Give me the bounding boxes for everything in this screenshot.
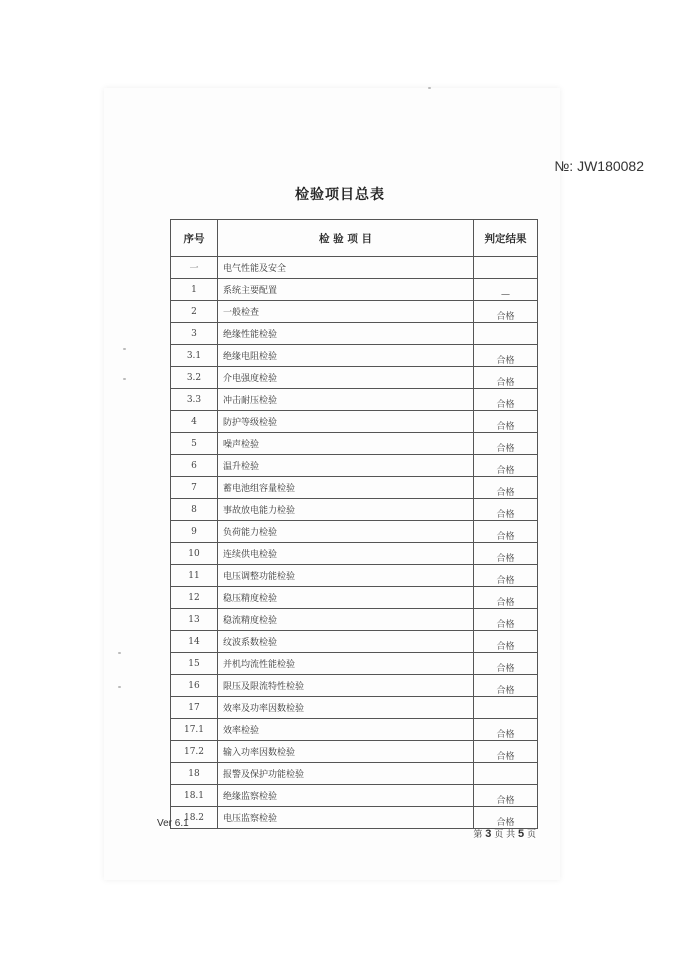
cell-no: 7: [171, 477, 218, 499]
page-total: 5: [517, 828, 525, 840]
cell-no: 3: [171, 323, 218, 345]
page-indicator: [473, 827, 536, 840]
table-header-row: [171, 220, 538, 257]
table-row: [171, 697, 538, 719]
cell-result: 合格: [474, 807, 538, 829]
table-row: [171, 719, 538, 741]
cell-item: 限压及限流特性检验: [218, 675, 474, 697]
inspection-items-table: [170, 219, 538, 829]
cell-result: [474, 697, 538, 719]
table-row: [171, 367, 538, 389]
header-result: 判定结果: [474, 220, 538, 257]
cell-item: 输入功率因数检验: [218, 741, 474, 763]
cell-no: 15: [171, 653, 218, 675]
table-row: [171, 345, 538, 367]
cell-no: 17: [171, 697, 218, 719]
cell-result: [474, 763, 538, 785]
cell-no: 2: [171, 301, 218, 323]
scan-speck: [123, 378, 126, 380]
cell-no: 14: [171, 631, 218, 653]
table-row: [171, 499, 538, 521]
cell-no: 18.1: [171, 785, 218, 807]
cell-item: 效率及功率因数检验: [218, 697, 474, 719]
cell-item: 绝缘监察检验: [218, 785, 474, 807]
cell-result: 合格: [474, 565, 538, 587]
scan-speck: [118, 652, 121, 654]
cell-no: 17.1: [171, 719, 218, 741]
table-row: [171, 433, 538, 455]
cell-no: 3.3: [171, 389, 218, 411]
cell-result: 合格: [474, 587, 538, 609]
cell-item: 介电强度检验: [218, 367, 474, 389]
cell-no: 一: [171, 257, 218, 279]
cell-no: 6: [171, 455, 218, 477]
cell-item: 噪声检验: [218, 433, 474, 455]
table-row: [171, 411, 538, 433]
cell-result: 合格: [474, 499, 538, 521]
scan-speck: [428, 87, 431, 89]
cell-no: 3.1: [171, 345, 218, 367]
table-row: [171, 323, 538, 345]
cell-result: 合格: [474, 477, 538, 499]
cell-item: 冲击耐压检验: [218, 389, 474, 411]
cell-no: 16: [171, 675, 218, 697]
table-row: [171, 565, 538, 587]
table-row: [171, 455, 538, 477]
cell-result: 合格: [474, 389, 538, 411]
table-row: [171, 741, 538, 763]
table-row: [171, 807, 538, 829]
table-row: [171, 301, 538, 323]
cell-item: 电压调整功能检验: [218, 565, 474, 587]
cell-item: 事故放电能力检验: [218, 499, 474, 521]
header-no: 序号: [171, 220, 218, 257]
table-row: [171, 653, 538, 675]
cell-no: 17.2: [171, 741, 218, 763]
cell-result: 合格: [474, 367, 538, 389]
cell-item: 系统主要配置: [218, 279, 474, 301]
cell-result: 合格: [474, 411, 538, 433]
version-label: Ver 6.1: [157, 818, 189, 829]
table-row: [171, 543, 538, 565]
table-row: [171, 609, 538, 631]
table-row: [171, 785, 538, 807]
page-title: 检验项目总表: [295, 187, 385, 203]
table-row: [171, 587, 538, 609]
cell-item: 效率检验: [218, 719, 474, 741]
cell-no: 4: [171, 411, 218, 433]
cell-result: 合格: [474, 455, 538, 477]
cell-no: 5: [171, 433, 218, 455]
page-current: 3: [485, 828, 492, 840]
table-row: [171, 675, 538, 697]
cell-item: 并机均流性能检验: [218, 653, 474, 675]
cell-result: 合格: [474, 433, 538, 455]
table-row: [171, 631, 538, 653]
cell-item: 绝缘性能检验: [218, 323, 474, 345]
table-row: [171, 279, 538, 301]
cell-result: 合格: [474, 631, 538, 653]
cell-result: 合格: [474, 653, 538, 675]
cell-item: 一般检查: [218, 301, 474, 323]
table-row: [171, 389, 538, 411]
cell-no: 18: [171, 763, 218, 785]
cell-result: 合格: [474, 521, 538, 543]
report-number: №: JW180082: [554, 158, 644, 174]
page-prefix: 第: [473, 830, 483, 840]
table-section-row: [171, 257, 538, 279]
cell-result: 合格: [474, 301, 538, 323]
cell-result: 合格: [474, 741, 538, 763]
cell-no: 9: [171, 521, 218, 543]
cell-no: 8: [171, 499, 218, 521]
cell-no: 3.2: [171, 367, 218, 389]
cell-result: 合格: [474, 719, 538, 741]
cell-result: 合格: [474, 345, 538, 367]
cell-item: 稳压精度检验: [218, 587, 474, 609]
cell-no: 18.2: [171, 807, 218, 829]
cell-result: 合格: [474, 675, 538, 697]
scan-speck: [118, 686, 121, 688]
cell-item: 报警及保护功能检验: [218, 763, 474, 785]
scan-speck: [123, 348, 126, 350]
cell-item: 温升检验: [218, 455, 474, 477]
cell-item: 负荷能力检验: [218, 521, 474, 543]
table-row: [171, 763, 538, 785]
cell-result: —: [474, 279, 538, 301]
page-suffix: 页: [526, 830, 536, 840]
cell-no: 11: [171, 565, 218, 587]
cell-item: 稳流精度检验: [218, 609, 474, 631]
cell-result: 合格: [474, 609, 538, 631]
cell-result: [474, 323, 538, 345]
header-item: 检 验 项 目: [218, 220, 474, 257]
cell-item: 电气性能及安全: [218, 257, 474, 279]
cell-item: 蓄电池组容量检验: [218, 477, 474, 499]
table-row: [171, 477, 538, 499]
cell-result: 合格: [474, 543, 538, 565]
cell-item: 纹波系数检验: [218, 631, 474, 653]
cell-item: 防护等级检验: [218, 411, 474, 433]
cell-no: 1: [171, 279, 218, 301]
cell-result: 合格: [474, 785, 538, 807]
cell-item: 连续供电检验: [218, 543, 474, 565]
cell-item: 绝缘电阻检验: [218, 345, 474, 367]
page-mid: 页 共: [494, 830, 516, 840]
cell-result: [474, 257, 538, 279]
cell-item: 电压监察检验: [218, 807, 474, 829]
cell-no: 10: [171, 543, 218, 565]
cell-no: 12: [171, 587, 218, 609]
table-row: [171, 521, 538, 543]
cell-no: 13: [171, 609, 218, 631]
